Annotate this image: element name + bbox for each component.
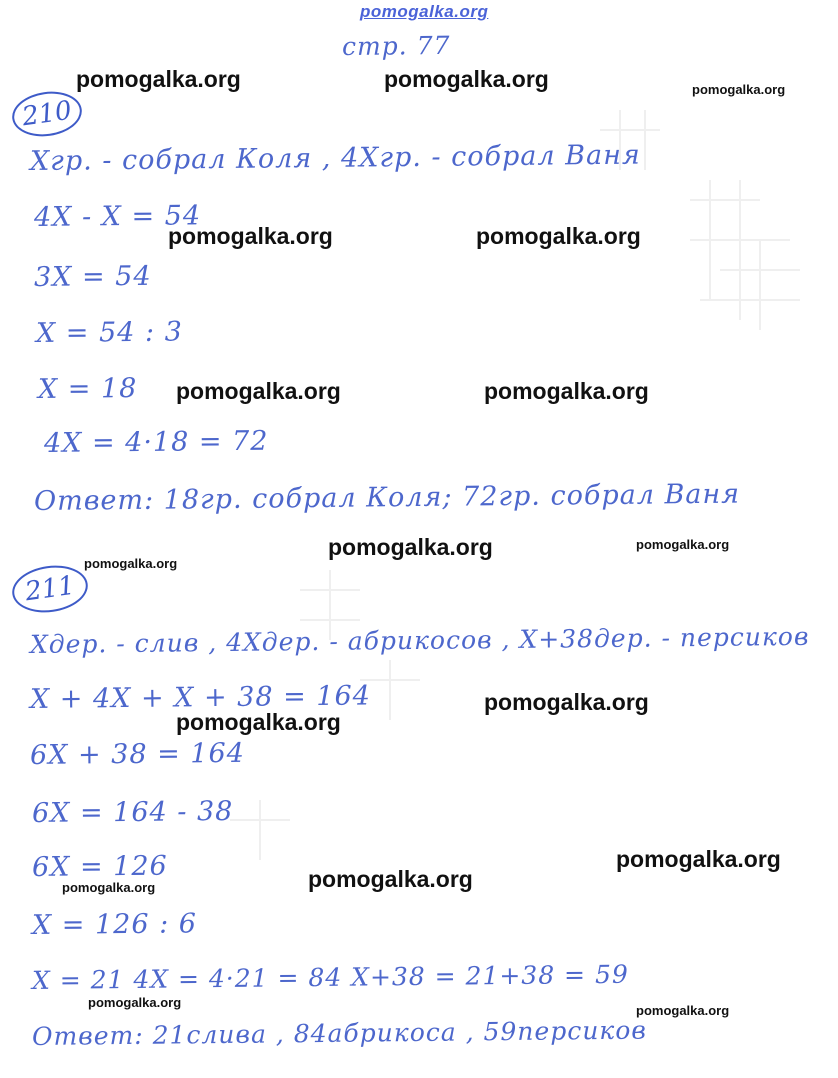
task-211-line-1: Хдер. - слив , 4Хдер. - абрикосов , Х+38дер. - персиков bbox=[29, 621, 810, 659]
watermark: pomogalka.org bbox=[168, 223, 333, 249]
task-210-line-5: Х = 18 bbox=[37, 372, 138, 405]
task-210-answer: Ответ: 18гр. собрал Коля; 72гр. собрал Ваня bbox=[33, 478, 741, 517]
task-211-line-7: Х = 21 4Х = 4·21 = 84 Х+38 = 21+38 = 59 bbox=[31, 959, 629, 995]
task-number-210: 210 bbox=[9, 87, 84, 140]
watermark: pomogalka.org bbox=[176, 709, 341, 735]
task-211-line-3: 6Х + 38 = 164 bbox=[29, 737, 246, 771]
watermark: pomogalka.org bbox=[88, 995, 182, 1010]
task-211-line-2: Х + 4Х + Х + 38 = 164 bbox=[29, 680, 372, 715]
watermark: pomogalka.org bbox=[484, 689, 649, 715]
site-link[interactable]: pomogalka.org bbox=[360, 2, 489, 21]
watermark: pomogalka.org bbox=[308, 866, 473, 892]
task-number-211: 211 bbox=[9, 561, 91, 617]
task-210-line-1: Хгр. - собрал Коля , 4Хгр. - собрал Ваня bbox=[29, 139, 641, 177]
watermark: pomogalka.org bbox=[84, 556, 178, 571]
task-211-answer: Ответ: 21слива , 84абрикоса , 59персиков bbox=[31, 1015, 648, 1051]
watermark: pomogalka.org bbox=[692, 82, 786, 97]
watermark: pomogalka.org bbox=[176, 378, 341, 404]
watermark: pomogalka.org bbox=[484, 378, 649, 404]
task-210-line-3: 3Х = 54 bbox=[33, 260, 152, 293]
task-211-line-5: 6Х = 126 bbox=[31, 850, 168, 883]
watermark: pomogalka.org bbox=[616, 846, 781, 872]
task-210-line-2: 4Х - Х = 54 bbox=[33, 200, 202, 233]
watermark: pomogalka.org bbox=[62, 880, 156, 895]
watermark: pomogalka.org bbox=[636, 1003, 730, 1018]
task-211-line-6: Х = 126 : 6 bbox=[31, 908, 198, 941]
task-210-line-6: 4Х = 4·18 = 72 bbox=[43, 425, 269, 459]
task-210-line-4: Х = 54 : 3 bbox=[35, 316, 183, 349]
page-reference: стр. 77 bbox=[341, 30, 451, 61]
watermark: pomogalka.org bbox=[328, 534, 493, 560]
task-211-line-4: 6Х = 164 - 38 bbox=[31, 795, 234, 829]
watermark: pomogalka.org bbox=[76, 66, 241, 92]
watermark: pomogalka.org bbox=[476, 223, 641, 249]
watermark: pomogalka.org bbox=[636, 537, 730, 552]
watermark: pomogalka.org bbox=[384, 66, 549, 92]
